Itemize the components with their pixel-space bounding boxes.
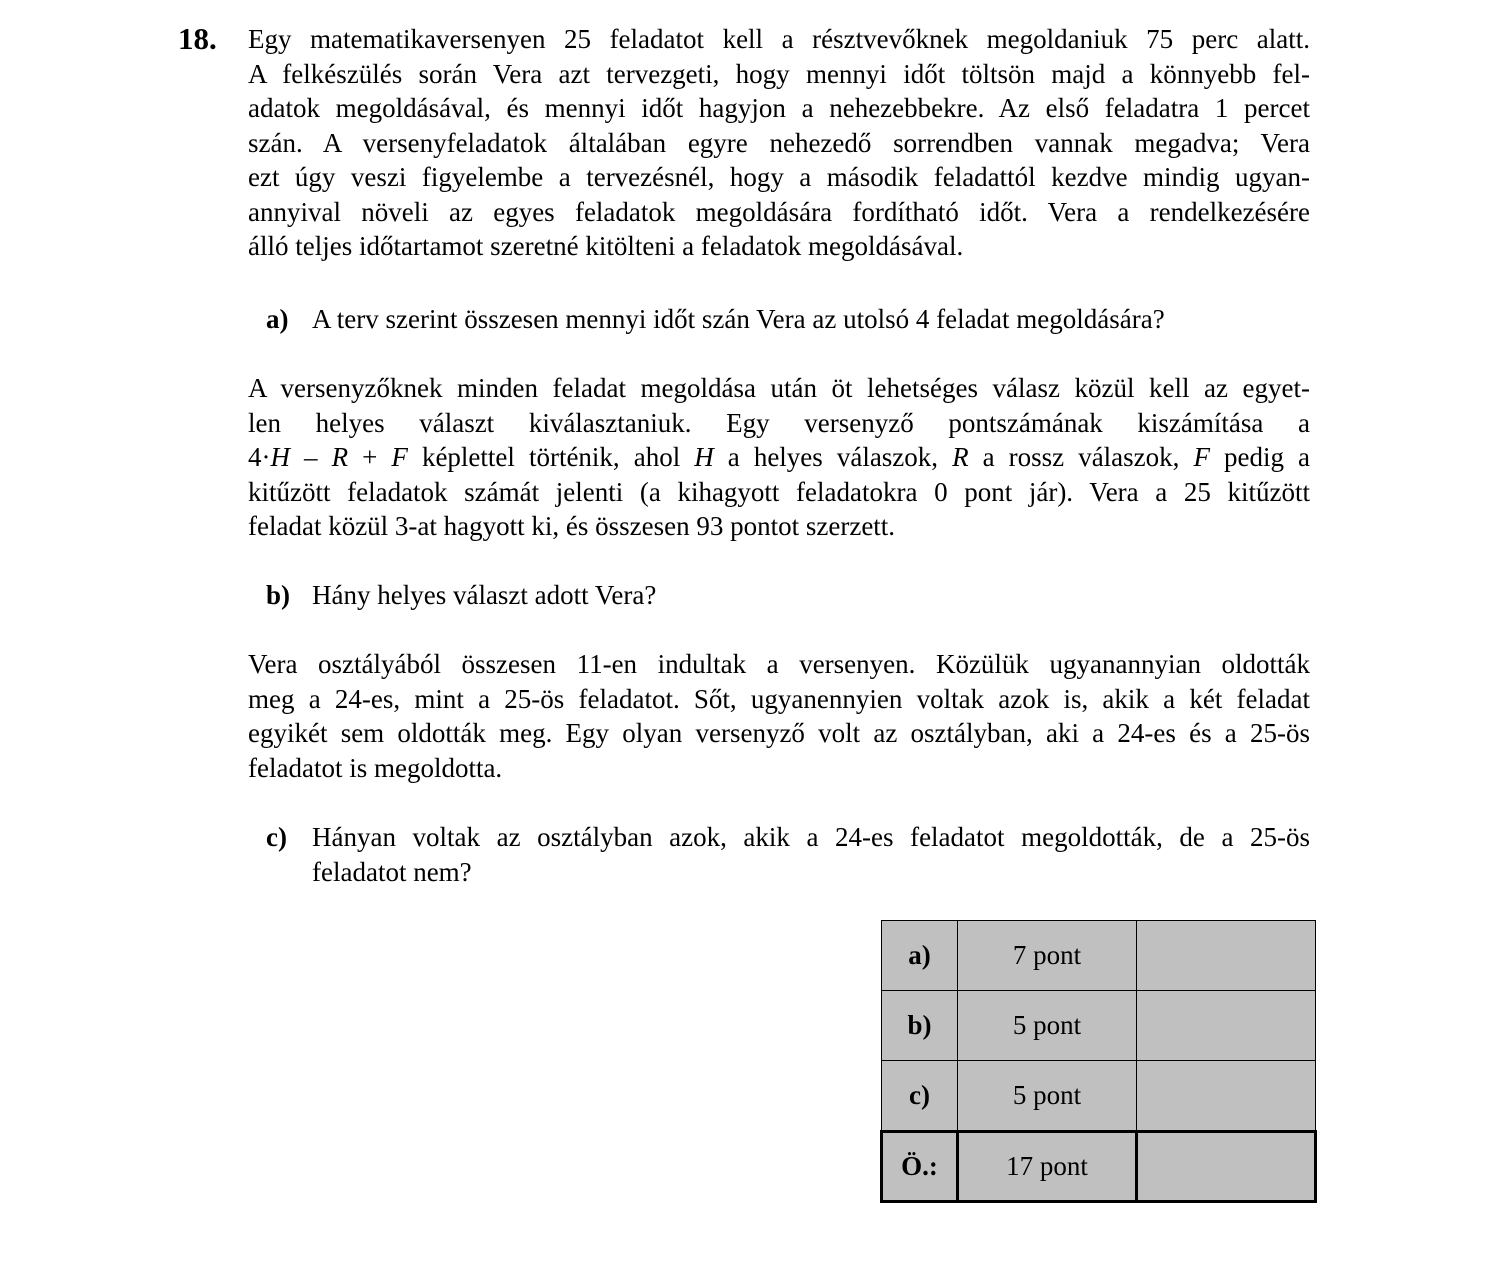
- class-line: feladatot is megoldotta.: [248, 752, 503, 783]
- score-earned-cell[interactable]: [1137, 991, 1316, 1061]
- question-a: [266, 302, 1310, 337]
- class-line: Vera osztályából összesen 11-en indultak a versenyen. Közülük ugyanannyian oldották: [248, 649, 1310, 679]
- question-c-text: [312, 820, 1310, 889]
- scoring-line: feladat közül 3-at hagyott ki, és összesen 93 pontot szerzett.: [248, 511, 896, 541]
- var-f-ref: F: [1193, 442, 1210, 472]
- class-line: meg a 24-es, mint a 25-ös feladatot. Sőt, ugyanennyien voltak azok is, akik a két feladat: [248, 683, 1310, 714]
- score-total-label: Ö.:: [882, 1132, 958, 1202]
- intro-line: annyival növeli az egyes feladatok megoldására fordítható időt. Vera a rendelkezésére: [248, 196, 1310, 227]
- var-h-ref: H: [694, 442, 714, 472]
- question-a-line: A terv szerint összesen mennyi időt szán Vera az utolsó 4 feladat megoldására?: [312, 304, 1165, 334]
- score-max-points: 7 pont: [958, 921, 1137, 991]
- question-b-line: Hány helyes választ adott Vera?: [312, 580, 657, 610]
- question-c-line: feladatot nem?: [312, 856, 472, 887]
- class-line: egyikét sem oldották meg. Egy olyan versenyző volt az osztályban, aki a 24-es és a 25-ös: [248, 718, 1310, 748]
- intro-line: A felkészülés során Vera azt tervezgeti, hogy mennyi időt töltsön majd a könnyebb fel-: [248, 58, 1310, 89]
- intro-line: Egy matematikaversenyen 25 feladatot kell a résztvevőknek megoldaniuk 75 perc alatt.: [248, 24, 1310, 54]
- var-r-ref: R: [952, 442, 969, 472]
- score-max-points: 5 pont: [958, 991, 1137, 1061]
- score-table: [880, 920, 1317, 1203]
- question-b-label: b): [266, 580, 291, 610]
- formula-plus: +: [348, 442, 392, 472]
- question-a-text: [312, 302, 1310, 337]
- scoring-formula-line: [248, 440, 1310, 475]
- formula-var-f: F: [391, 442, 408, 472]
- score-earned-cell[interactable]: [1137, 1061, 1316, 1132]
- formula-text: a helyes válaszok,: [713, 442, 953, 472]
- question-c: [266, 820, 1310, 889]
- formula-coefficient: 4·: [248, 442, 271, 472]
- scoring-paragraph: [248, 371, 1310, 544]
- score-row: [882, 921, 1316, 991]
- problem-number: 18.: [178, 21, 217, 56]
- score-part-label: b): [882, 991, 958, 1061]
- question-c-line: Hányan voltak az osztályban azok, akik a 24-es feladatot megoldották, de a 25-ös: [312, 822, 1310, 852]
- score-max-points: 5 pont: [958, 1061, 1137, 1132]
- score-earned-cell[interactable]: [1137, 921, 1316, 991]
- question-b: [266, 578, 1310, 613]
- intro-line: adatok megoldásával, és mennyi időt hagyjon a nehezebbekre. Az első feladatra 1 percet: [248, 93, 1310, 123]
- score-total-earned-cell[interactable]: [1137, 1132, 1316, 1202]
- scoring-line: kitűzött feladatok számát jelenti (a kihagyott feladatokra 0 pont jár). Vera a 25 kitűzött: [248, 476, 1310, 507]
- score-row: [882, 1061, 1316, 1132]
- formula-text: a rossz válaszok,: [968, 442, 1194, 472]
- question-a-label: a): [266, 304, 289, 334]
- problem-intro: [248, 22, 1310, 264]
- score-part-label: c): [882, 1061, 958, 1132]
- formula-var-h: H: [270, 442, 290, 472]
- formula-minus: –: [290, 442, 332, 472]
- class-paragraph: [248, 647, 1310, 785]
- intro-line: szán. A versenyfeladatok általában egyre nehezedő sorrendben vannak megadva; Vera: [248, 127, 1310, 158]
- score-total-row: [882, 1132, 1316, 1202]
- formula-text: képlettel történik, ahol: [407, 442, 695, 472]
- question-c-label: c): [266, 822, 287, 852]
- intro-line: ezt úgy veszi figyelembe a tervezésnél, hogy a második feladattól kezdve mindig ugyan-: [248, 162, 1310, 192]
- formula-text: pedig a: [1209, 442, 1311, 472]
- scoring-line: A versenyzőknek minden feladat megoldása után öt lehetséges válasz közül kell az egyet-: [248, 373, 1310, 403]
- formula-var-r: R: [331, 442, 349, 472]
- intro-line: álló teljes időtartamot szeretné kitölteni a feladatok megoldásával.: [248, 231, 964, 261]
- score-part-label: a): [882, 921, 958, 991]
- score-row: [882, 991, 1316, 1061]
- scoring-line: len helyes választ kiválasztaniuk. Egy versenyző pontszámának kiszámítása a: [248, 407, 1310, 438]
- score-total-points: 17 pont: [958, 1132, 1137, 1202]
- question-b-text: [312, 578, 1310, 613]
